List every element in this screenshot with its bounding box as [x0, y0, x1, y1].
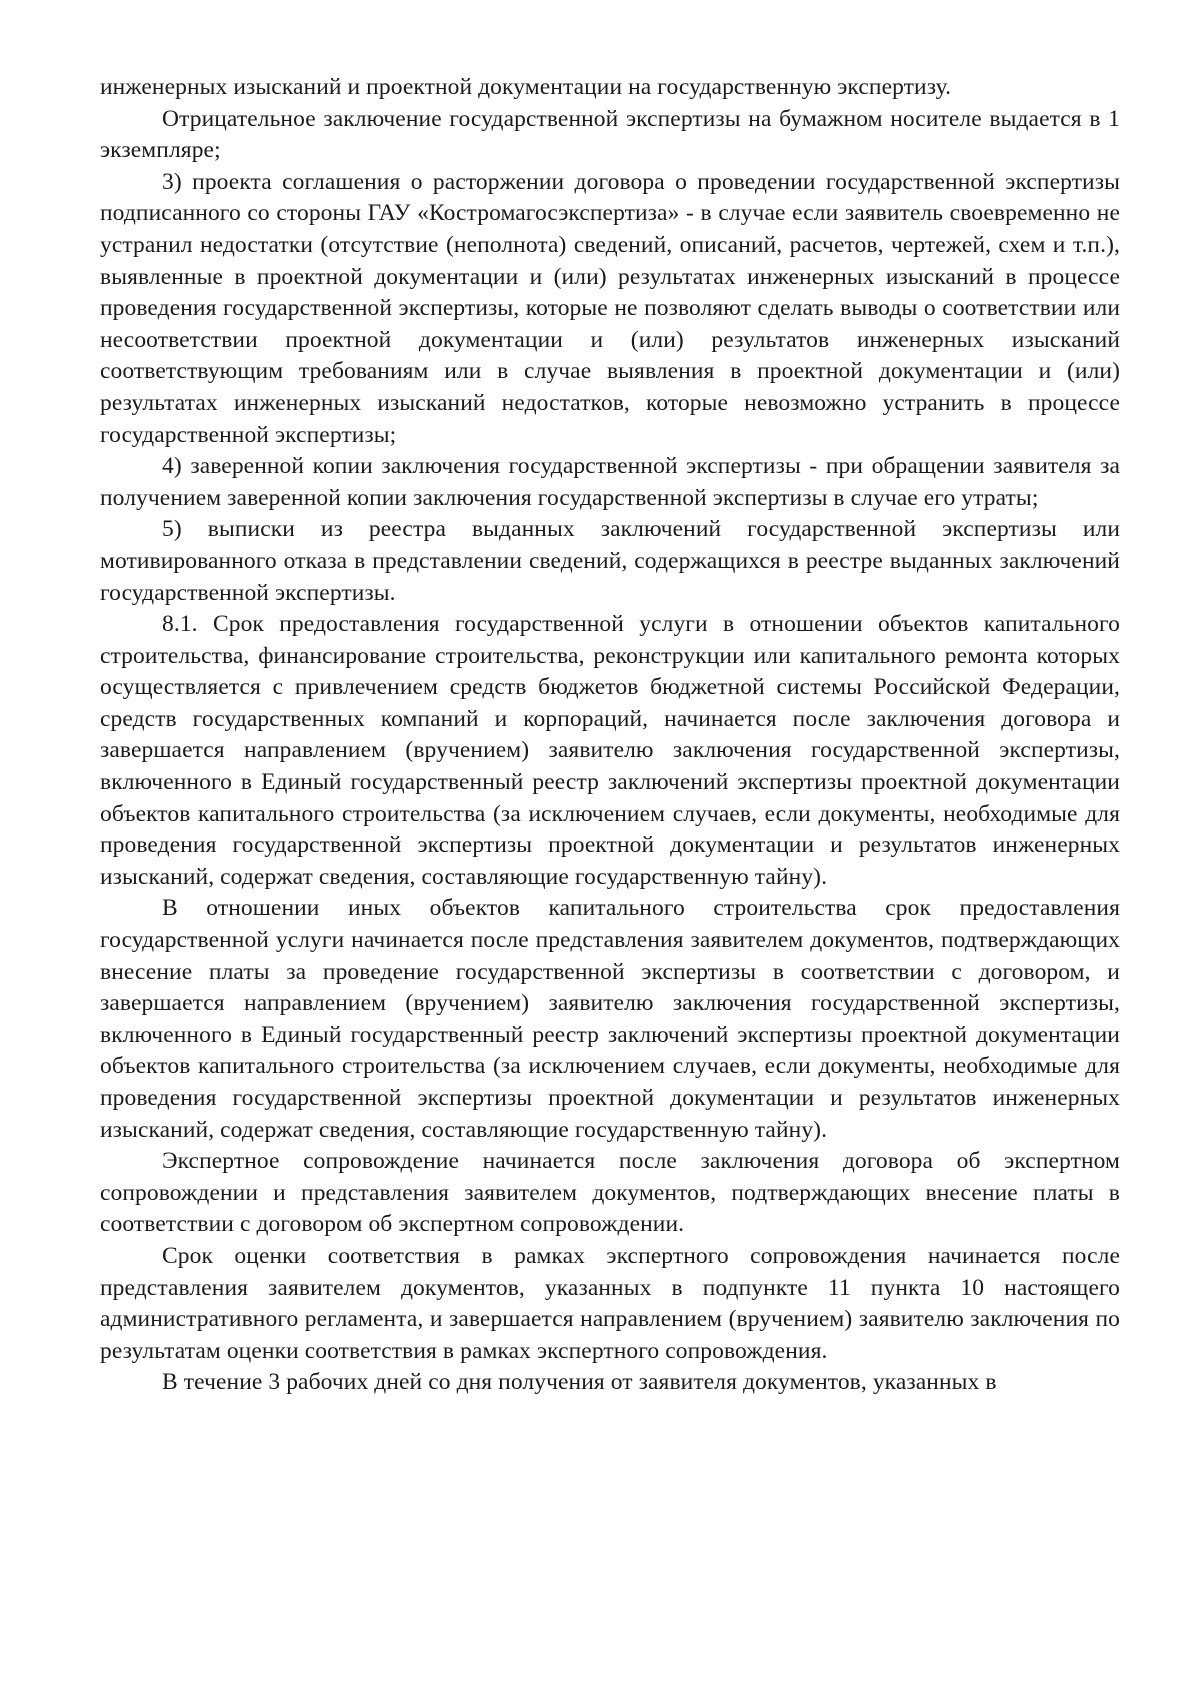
paragraph-negative-conclusion: Отрицательное заключение государственной экспертизы на бумажном носителе выдается в 1 экземпляре; — [100, 105, 1120, 164]
paragraph-expert-support: Экспертное сопровождение начинается после заключения договора об экспертном сопровождении и представления заявителем документов, подтверждающих внесение платы в соответствии с договором об экспертном сопровождении. — [100, 1148, 1120, 1238]
paragraph-section-8-1: 8.1. Срок предоставления государственной услуги в отношении объектов капитального строительства, финансирование строительства, реконструкции или капитального ремонта которых осуществляется с привлечением средств бюджетов бюджетной системы Российской Федерации, средств государственных компаний и корпораций, начинается после заключения договора и завершается направлением (вручением) заявителю заключения государственной экспертизы, включенного в Единый государственный реестр заключений экспертизы проектной документации объектов капитального строительства (за исключением случаев, если документы, необходимые для проведения государственной экспертизы проектной документации и результатов инженерных изысканий, содержат сведения, составляющие государственную тайну). — [100, 611, 1120, 890]
paragraph-other-objects: В отношении иных объектов капитального строительства срок предоставления государственной услуги начинается после представления заявителем документов, подтверждающих внесение платы за проведение государственной экспертизы в соответствии с договором, и завершается направлением (вручением) заявителю заключения государственной экспертизы, включенного в Единый государственный реестр заключений экспертизы проектной документации объектов капитального строительства (за исключением случаев, если документы, необходимые для проведения государственной экспертизы проектной документации и результатов инженерных изысканий, содержат сведения, составляющие государственную тайну). — [100, 895, 1120, 1143]
paragraph-assessment-term: Срок оценки соответствия в рамках экспертного сопровождения начинается после представления заявителем документов, указанных в подпункте 11 пункта 10 настоящего административного регламента, и завершается направлением (вручением) заявителю заключения по результатам оценки соответствия в рамках экспертного сопровождения. — [100, 1242, 1120, 1364]
paragraph-continuation: инженерных изысканий и проектной документации на государственную экспертизу. — [100, 74, 952, 100]
paragraph-three-days: В течение 3 рабочих дней со дня получения от заявителя документов, указанных в — [162, 1369, 997, 1396]
paragraph-item-3: 3) проекта соглашения о расторжении договора о проведении государственной экспертизы подписанного со стороны ГАУ «Костромагосэкспертиза» - в случае если заявитель своевременно не устранил недостатки (отсутствие (неполнота) сведений, описаний, расчетов, чертежей, схем и т.п.), выявленные в проектной документации и (или) результатах инженерных изысканий в процессе проведения государственной экспертизы, которые не позволяют сделать выводы о соответствии или несоответствии проектной документации и (или) результатов инженерных изысканий соответствующим требованиям или в случае выявления в проектной документации и (или) результатах инженерных изысканий недостатков, которые невозможно устранить в процессе государственной экспертизы; — [100, 168, 1120, 448]
paragraph-item-4: 4) заверенной копии заключения государственной экспертизы - при обращении заявителя за получением заверенной копии заключения государственной экспертизы в случае его утраты; — [100, 453, 1120, 511]
paragraph-item-5: 5) выписки из реестра выданных заключений государственной экспертизы или мотивированного отказа в представлении сведений, содержащихся в реестре выданных заключений государственной экспертизы. — [100, 516, 1120, 606]
